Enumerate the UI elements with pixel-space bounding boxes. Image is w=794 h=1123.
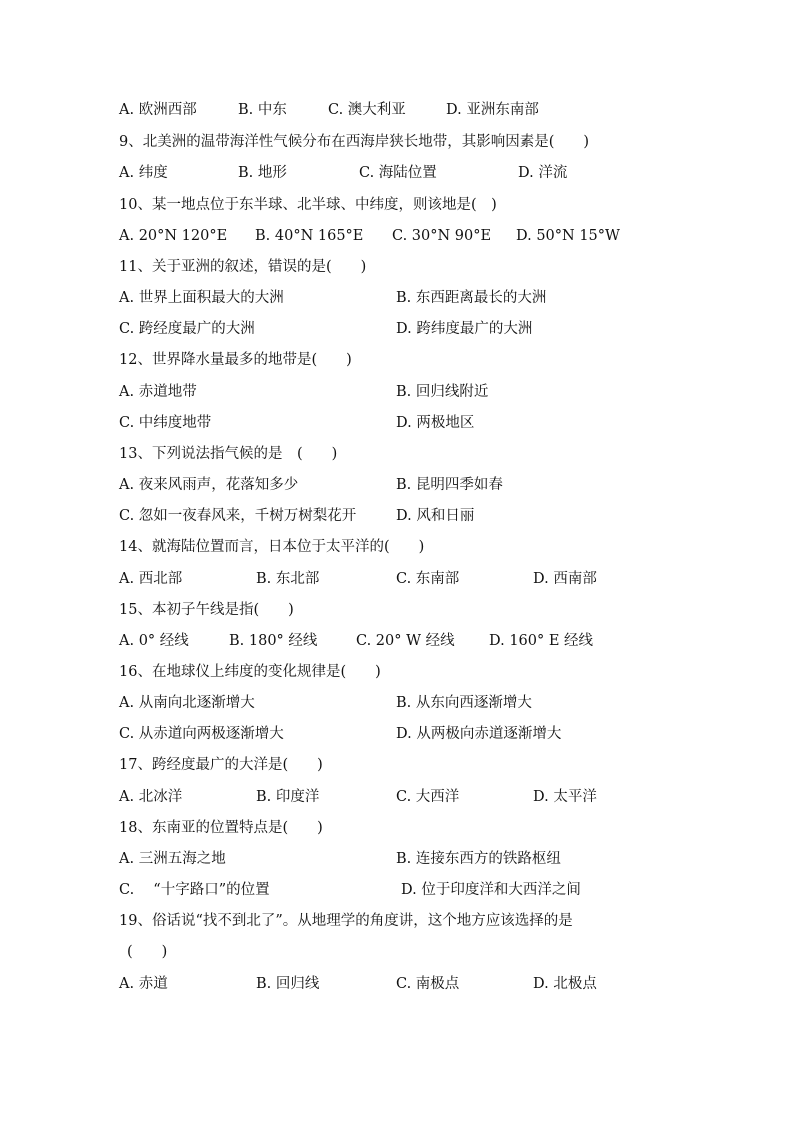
q12-stem: 12、世界降水量最多的地带是( ) [119, 352, 352, 368]
q13-option-a: A. 夜来风雨声，花落知多少 [119, 477, 299, 493]
q17-option-b: B. 印度洋 [256, 789, 320, 805]
q16-option-a: A. 从南向北逐渐增大 [119, 695, 255, 711]
q14-option-d: D. 西南部 [533, 571, 597, 587]
q17-stem: 17、跨经度最广的大洋是( ) [119, 757, 323, 773]
q12-option-c: C. 中纬度地带 [119, 415, 212, 431]
q19-option-c: C. 南极点 [396, 976, 460, 992]
q12-option-a: A. 赤道地带 [119, 384, 197, 400]
q19-option-d: D. 北极点 [533, 976, 597, 992]
q13-option-b: B. 昆明四季如春 [396, 477, 503, 493]
q19-option-b: B. 回归线 [256, 976, 320, 992]
q16-option-c: C. 从赤道向两极逐渐增大 [119, 726, 284, 742]
q13-option-d: D. 风和日丽 [396, 508, 475, 524]
q18-option-d: D. 位于印度洋和大西洋之间 [401, 882, 581, 898]
q17-option-a: A. 北冰洋 [119, 789, 183, 805]
q18-stem: 18、东南亚的位置特点是( ) [119, 820, 323, 836]
q17-option-c: C. 大西洋 [396, 789, 460, 805]
q8-option-d: D. 亚洲东南部 [446, 102, 539, 118]
q15-option-a: A. 0° 经线 [119, 633, 189, 649]
q12-option-b: B. 回归线附近 [396, 384, 489, 400]
q18-option-a: A. 三洲五海之地 [119, 851, 226, 867]
q9-option-a: A. 纬度 [119, 165, 168, 181]
q10-stem: 10、某一地点位于东半球、北半球、中纬度，则该地是( ) [119, 197, 497, 213]
q10-option-a: A. 20°N 120°E [119, 228, 228, 244]
q11-stem: 11、关于亚洲的叙述，错误的是( ) [119, 259, 367, 275]
q9-option-c: C. 海陆位置 [359, 165, 437, 181]
q15-option-d: D. 160° E 经线 [489, 633, 594, 649]
q10-option-b: B. 40°N 165°E [255, 228, 364, 244]
q19-stem: 19、俗话说“找不到北了”。从地理学的角度讲，这个地方应该选择的是 [119, 913, 573, 929]
q8-option-b: B. 中东 [238, 102, 287, 118]
q17-option-d: D. 太平洋 [533, 789, 597, 805]
q12-option-d: D. 两极地区 [396, 415, 475, 431]
q16-stem: 16、在地球仪上纬度的变化规律是( ) [119, 664, 381, 680]
q14-option-b: B. 东北部 [256, 571, 320, 587]
q9-option-d: D. 洋流 [518, 165, 568, 181]
q8-option-c: C. 澳大利亚 [328, 102, 406, 118]
q18-option-c: C. “十字路口”的位置 [119, 882, 270, 898]
q16-option-d: D. 从两极向赤道逐渐增大 [396, 726, 562, 742]
q11-option-b: B. 东西距离最长的大洲 [396, 290, 547, 306]
q15-option-b: B. 180° 经线 [229, 633, 318, 649]
q8-option-a: A. 欧洲西部 [119, 102, 197, 118]
q16-option-b: B. 从东向西逐渐增大 [396, 695, 532, 711]
q13-stem: 13、下列说法指气候的是 ( ) [119, 446, 338, 462]
q11-option-d: D. 跨纬度最广的大洲 [396, 321, 533, 337]
q9-stem: 9、北美洲的温带海洋性气候分布在西海岸狭长地带，其影响因素是( ) [119, 134, 590, 150]
q11-option-a: A. 世界上面积最大的大洲 [119, 290, 284, 306]
q9-option-b: B. 地形 [238, 165, 287, 181]
q18-option-b: B. 连接东西方的铁路枢纽 [396, 851, 561, 867]
q11-option-c: C. 跨经度最广的大洲 [119, 321, 255, 337]
q19-option-a: A. 赤道 [119, 976, 168, 992]
q15-option-c: C. 20° W 经线 [356, 633, 455, 649]
q14-option-c: C. 东南部 [396, 571, 460, 587]
q14-stem: 14、就海陆位置而言，日本位于太平洋的( ) [119, 539, 425, 555]
q10-option-c: C. 30°N 90°E [392, 228, 492, 244]
q15-stem: 15、本初子午线是指( ) [119, 602, 294, 618]
q10-option-d: D. 50°N 15°W [516, 228, 620, 244]
q19-stem-continuation: ( ) [127, 944, 168, 960]
q13-option-c: C. 忽如一夜春风来，千树万树梨花开 [119, 508, 357, 524]
q14-option-a: A. 西北部 [119, 571, 183, 587]
